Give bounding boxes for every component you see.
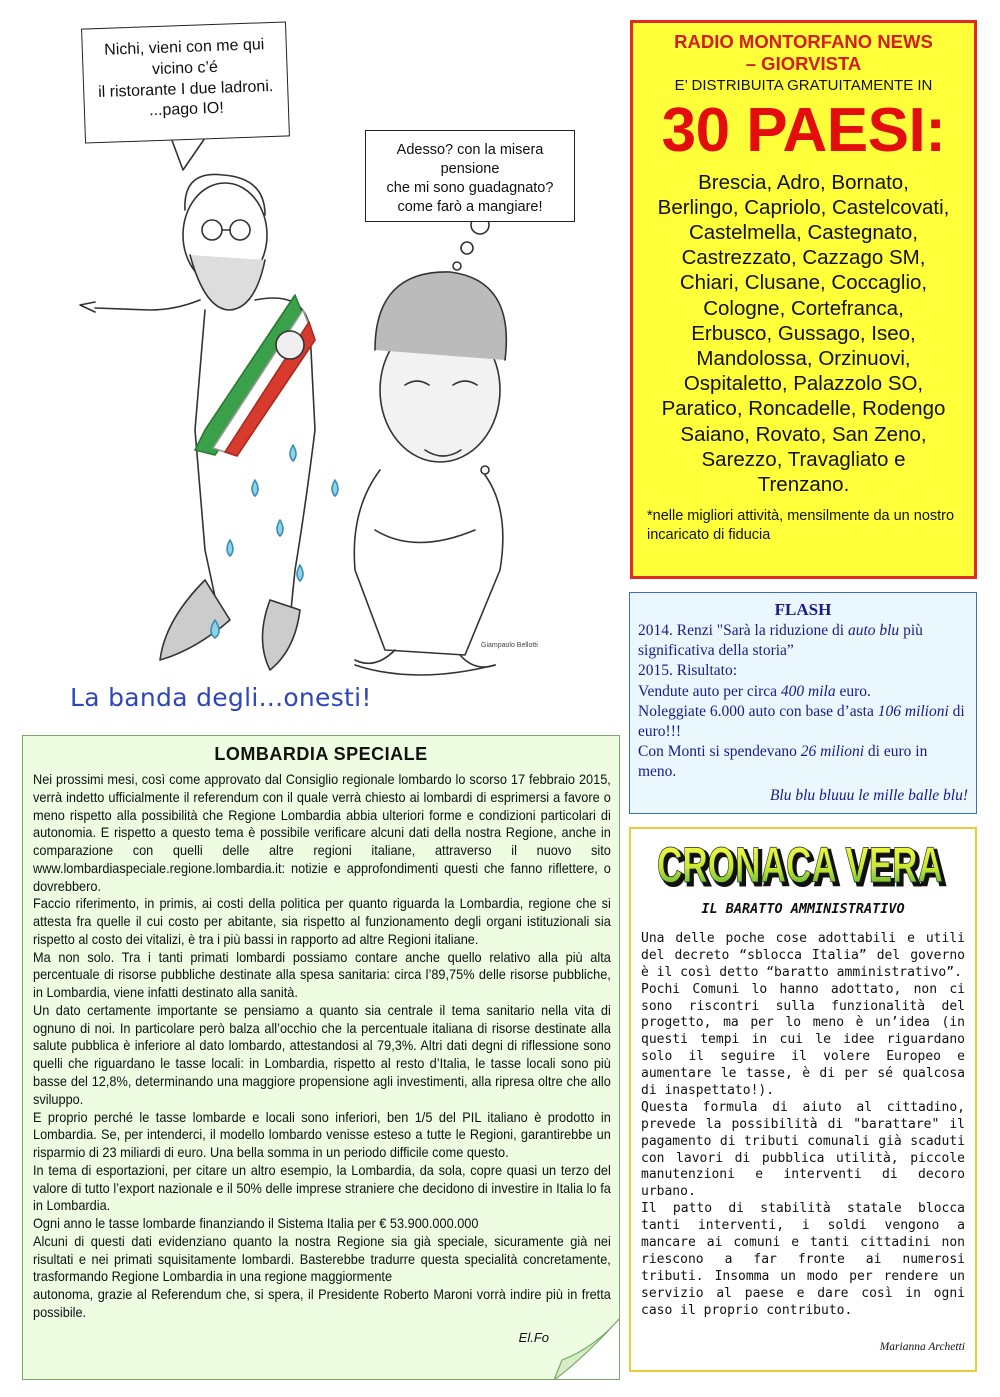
flash-title: FLASH: [774, 600, 832, 619]
lombardia-title: LOMBARDIA SPECIALE: [214, 744, 428, 764]
thought-line: che mi sono guadagnato?: [386, 179, 554, 196]
thought-bubble-right: [365, 130, 575, 222]
town-line: Sarezzo, Travagliato e: [701, 447, 906, 471]
town-line: Cologne, Cortefranca,: [703, 296, 904, 320]
cronaca-vera-logo: [653, 839, 953, 895]
cartoon-illustration: [55, 10, 615, 685]
article-paragraph: autonoma, grazie al Referendum che, si spera, il Presidente Roberto Maroni vorrà indire più in fretta possibile.: [33, 1286, 611, 1320]
logo-text: CRONACA VERA: [657, 839, 943, 893]
speech-line: ...pago IO!: [148, 100, 225, 120]
speech-line: Nichi, vieni con me qui vicino c’é: [103, 36, 265, 78]
page-curl-icon: [554, 1318, 620, 1380]
article-paragraph: Pochi Comuni lo hanno adottato, non ci sono riscontri sulla funzionalità del progetto, ma per lo meno è un’idea (in questi tempi in cui le idee riguardano solo il seguire il volere Europeo e aumentare le tasse, è di per sé qualcosa di inaspettato!).: [641, 981, 965, 1099]
thought-line: come farò a mangiare!: [397, 198, 543, 215]
town-line: Mandolossa, Orzinuovi,: [696, 347, 911, 371]
article-paragraph: Faccio riferimento, in primis, ai costi della politica per quanto riguarda la Lombardia, regione che si attesta fra quelle il cui costo per abitante, sia rispetto al funzionamento degli organi istituzionali sia rispetto al costo dei vitalizi, è tra i più bassi in rapporto ad altre Regioni italiane.: [33, 895, 611, 947]
radio-distribution-box: [630, 20, 977, 579]
flash-emphasis: 400 mila: [780, 682, 836, 700]
town-line: Saiano, Rovato, San Zeno,: [680, 422, 927, 446]
article-paragraph: Ogni anno le tasse lombarde finanziando il Sistema Italia per € 53.900.000.000: [33, 1215, 479, 1232]
flash-text: più significativa della storia”: [638, 622, 923, 660]
flash-box: [629, 592, 977, 814]
flash-line: [638, 621, 968, 661]
flash-emphasis: auto blu: [847, 622, 900, 640]
article-paragraph: Una delle poche cose adottabili e utili del decreto “sblocca Italia” del governo è il così detto “baratto amministrativo”.: [641, 931, 965, 980]
flash-text: Vendute auto per circa: [638, 682, 781, 700]
town-line: Castrezzato, Cazzago SM,: [681, 246, 926, 270]
article-paragraph: Nei prossimi mesi, così come approvato dal Consiglio regionale lombardo lo scorso 17 febbraio 2015, verrà indetto ufficialmente il referendum con il quale verrà chiesto ai lombardi di esprimersi a favore o meno rispetto alla possibilità che Regione Lombardia abbia ulteriori forme e condizioni particolari di autonomia. E rispetto a questo tema è possibile verificare alcuni dati della nostra Regione, anche in comparazione con quelli delle altre regioni italiane, attraverso il nuovo sito www.lombardiaspeciale.regione.lombardia.it: notizie e approfondimenti questi che fanno riflettere, o dovrebbero.: [33, 771, 611, 894]
town-line: Chiari, Clusane, Coccaglio,: [679, 271, 928, 295]
town-line: Ospitaletto, Palazzolo SO,: [683, 372, 924, 396]
town-line: Trenzano.: [757, 473, 850, 497]
article-paragraph: Alcuni di questi dati evidenziano quanto la nostra Regione sia già speciale, sicuramente già nei risultati e nei primati squisitamente lombardi. Basterebbe tradurre questa specialità concretamente, trasformando Regione Lombardia in una regione maggiormente: [33, 1232, 611, 1285]
town-line: Erbusco, Gussago, Iseo,: [691, 321, 916, 345]
speech-bubble-left: [81, 21, 290, 143]
flash-text: di euro in meno.: [638, 742, 928, 781]
flash-text: Con Monti si spendevano: [638, 742, 801, 760]
cronaca-subtitle: IL BARATTO AMMINISTRATIVO: [701, 901, 905, 917]
thought-line: Adesso? con la misera pensione: [396, 142, 544, 177]
lombardia-article: [22, 735, 620, 1380]
article-paragraph: E proprio perché le tasse lombarde e locali sono inferiori, ben 1/5 del PIL italiano è prodotto in Lombardia. Se, per intenderci, il modello lombardo venisse esteso a tutte le Regioni, garantirebbe un risparmio di 23 miliardi di euro. Una bella somma in un periodo difficile come questo.: [33, 1108, 611, 1161]
article-paragraph: Un dato certamente importante se pensiamo a quanto sia centrale il tema sanitario nella vita di ognuno di noi. In particolare però balza all’occhio che la percentuale italiana di risorse destinate alla salute pubblica è inferiore al dato lombardo, attestandosi al 79,3%. Altri dati degni di riflessione sono quelli che riguardano le tasse locali: in Lombardia, rispetto al resto d’Italia, le tasse locali sono più basse del 12,8%, determinando una maggiore propensione agli investimenti, alla ripresa oltre che allo sviluppo.: [33, 1001, 611, 1107]
cronaca-signature: Marianna Archetti: [879, 1341, 965, 1354]
flash-line: [638, 682, 968, 702]
article-paragraph: Ma non solo. Tra i tanti primati lombardi possiamo contare anche quello relativo alla più alta percentuale di risorse pubbliche destinate alla spesa sanitaria: circa l’89,75% delle risorse pubbliche, in Lombardia, viene infatti destinato alla sanità.: [33, 948, 611, 1001]
flash-emphasis: 106 milioni: [877, 702, 949, 720]
flash-line: 2015. Risultato:: [638, 662, 738, 680]
town-line: Paratico, Roncadelle, Rodengo: [661, 397, 946, 421]
flash-line: [638, 742, 968, 782]
article-paragraph: Questa formula di aiuto al cittadino, prevede la possibilità di "barattare" il pagamento di tributi comunali già scaduti con lavori di pubblica utilità, piccole manutenzioni e interventi di decoro urbano.: [641, 1099, 965, 1200]
flash-text: euro.: [835, 682, 871, 700]
flash-text: Noleggiate 6.000 auto con base d’asta: [638, 702, 878, 720]
lombardia-body: [33, 771, 611, 1322]
cronaca-body: [641, 931, 965, 1319]
speech-line: il ristorante I due ladroni.: [97, 77, 274, 101]
radio-title-line2: – GIORVISTA: [745, 52, 862, 74]
lombardia-signature: El.Fo: [518, 1330, 549, 1345]
radio-headline: 30 PAESI:: [661, 95, 946, 165]
radio-subtitle: E’ DISTRIBUITA GRATUITAMENTE IN: [674, 76, 933, 94]
cartoon-caption: La banda degli...onesti!: [70, 683, 372, 712]
flash-text: di euro!!!: [638, 702, 965, 740]
town-line: Berlingo, Capriolo, Castelcovati,: [657, 195, 950, 219]
logo-shadow: CRONACA VERA: [660, 840, 946, 895]
flash-text: 2014. Renzi "Sarà la riduzione di: [638, 622, 848, 640]
town-line: Brescia, Adro, Bornato,: [698, 170, 909, 194]
flash-signoff: Blu blu bluuu le mille balle blu!: [769, 787, 968, 805]
artist-signature: Giampaolo Bellotti: [481, 642, 538, 649]
cronaca-vera-article: [629, 827, 977, 1372]
flash-line: [638, 702, 968, 742]
radio-title-line1: RADIO MONTORFANO NEWS: [674, 31, 933, 52]
towns-list: [647, 170, 960, 498]
article-paragraph: In tema di esportazioni, per citare un altro esempio, la Lombardia, da sola, copre quasi un terzo del valore di tutto l’export nazionale e il 50% delle imprese straniere che decidono di investire in Italia lo fa in Lombardia.: [33, 1161, 611, 1214]
radio-note: *nelle migliori attività, mensilmente da un nostro incaricato di fiducia: [647, 508, 955, 544]
town-line: Castelmella, Castegnato,: [688, 221, 919, 245]
article-paragraph: Il patto di stabilità statale blocca tanti interventi, i soldi vengono a mancare ai comuni e tanti cittadini non riescono a far fronte ai numerosi tributi. Insomma un modo per rendere un servizio al paese e dare così in ogni caso il proprio contributo.: [641, 1201, 965, 1318]
flash-emphasis: 26 milioni: [800, 742, 865, 760]
